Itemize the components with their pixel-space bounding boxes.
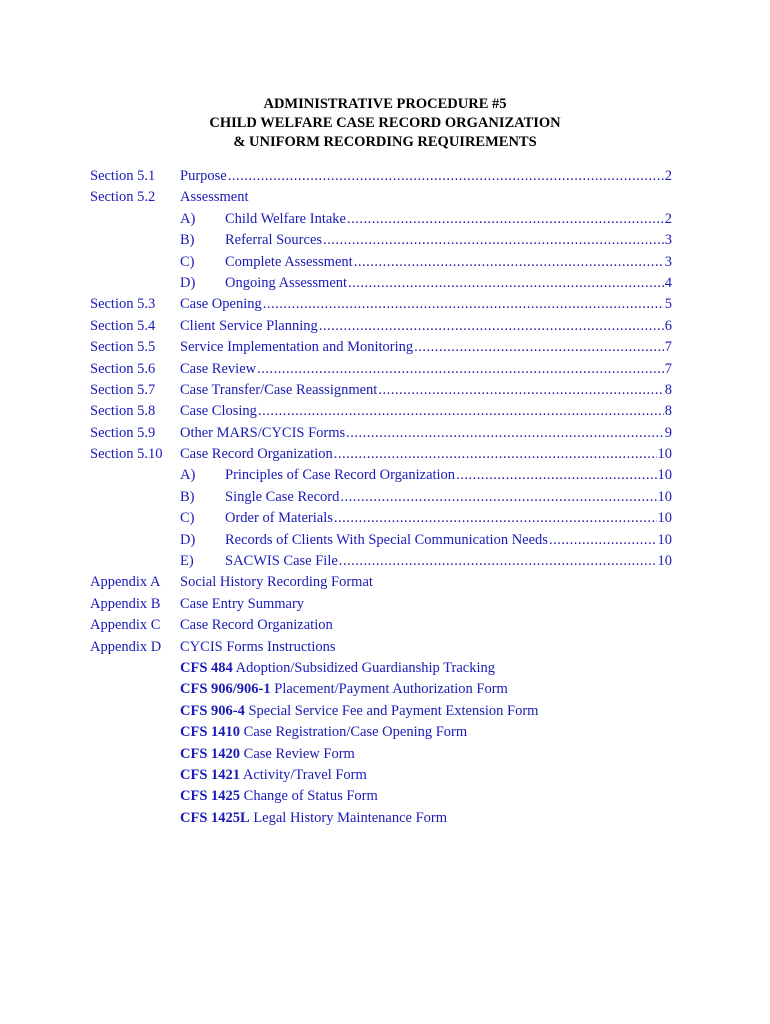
toc-entry-title: SACWIS Case File <box>225 553 338 570</box>
toc-entry-title: Case Review <box>180 360 257 377</box>
toc-row <box>90 637 680 658</box>
toc-entry-link[interactable] <box>180 252 672 273</box>
toc-entry-title: Assessment <box>180 189 249 206</box>
toc-page-number: 4 <box>664 274 672 291</box>
toc-entry-link[interactable] <box>180 487 672 508</box>
toc-row <box>90 294 680 315</box>
toc-subsection-letter: B) <box>180 488 195 505</box>
toc-entry-title: Principles of Case Record Organization <box>225 467 456 484</box>
toc-entry-title: Case Transfer/Case Reassignment <box>180 381 378 398</box>
toc-section-label: Section 5.8 <box>90 403 156 420</box>
toc-section-label: Appendix C <box>90 617 161 634</box>
toc-leader-dots <box>456 465 656 486</box>
toc-row <box>90 273 680 294</box>
toc-leader-dots <box>378 380 663 401</box>
toc-subsection-letter: D) <box>180 274 196 291</box>
toc-subsection-letter: E) <box>180 553 194 570</box>
toc-row <box>90 444 680 465</box>
toc-entry-title: Case Closing <box>180 403 257 420</box>
toc-page-number: 10 <box>657 467 672 484</box>
form-description: Activity/Travel Form <box>242 766 367 783</box>
toc-page-number: 3 <box>664 253 672 270</box>
toc-row <box>90 530 680 551</box>
form-link[interactable] <box>180 808 447 829</box>
toc-entry-link[interactable] <box>180 465 672 486</box>
toc-leader-dots <box>414 337 664 358</box>
toc-row <box>90 337 680 358</box>
form-link[interactable] <box>180 786 378 807</box>
toc-row <box>90 252 680 273</box>
toc-page-number: 7 <box>664 339 672 356</box>
toc-entry-link[interactable] <box>180 508 672 529</box>
toc-section-label: Appendix B <box>90 595 161 612</box>
toc-entry-title: Other MARS/CYCIS Forms <box>180 424 346 441</box>
toc-section-label: Section 5.2 <box>90 189 156 206</box>
toc-row <box>90 465 680 486</box>
form-code: CFS 1410 <box>180 724 241 741</box>
toc-entry-title: Social History Recording Format <box>180 574 373 591</box>
toc-entry-title: Client Service Planning <box>180 317 318 334</box>
toc-entry-link[interactable] <box>180 316 672 337</box>
toc-entry-title: CYCIS Forms Instructions <box>180 638 336 655</box>
toc-entry-link[interactable] <box>180 637 672 658</box>
form-description: Special Service Fee and Payment Extension Form <box>248 702 539 719</box>
toc-entry-link[interactable] <box>180 530 672 551</box>
toc-subsection-letter: C) <box>180 253 195 270</box>
document-heading <box>0 95 770 152</box>
toc-section-label: Section 5.1 <box>90 168 156 184</box>
toc-entry-link[interactable] <box>180 166 672 187</box>
toc-section-label: Section 5.6 <box>90 360 156 377</box>
toc-subsection-letter: A) <box>180 210 196 227</box>
toc-subsection-letter: B) <box>180 232 195 249</box>
toc-subsection-letter: D) <box>180 531 196 548</box>
toc-section-label: Section 5.10 <box>90 446 163 463</box>
toc-leader-dots <box>334 444 657 465</box>
toc-row <box>90 230 680 251</box>
form-description: Case Registration/Case Opening Form <box>243 724 468 741</box>
toc-page-number: 2 <box>664 168 672 184</box>
toc-subsection-letter: A) <box>180 467 196 484</box>
form-link[interactable] <box>180 679 508 700</box>
toc-entry-link[interactable] <box>180 294 672 315</box>
form-list-row <box>90 679 680 700</box>
toc-entry-title: Complete Assessment <box>225 253 353 270</box>
toc-page-number: 7 <box>664 360 672 377</box>
toc-row <box>90 423 680 444</box>
toc-row <box>90 615 680 636</box>
toc-page-number: 10 <box>657 531 672 548</box>
toc-entry-link[interactable] <box>180 594 672 615</box>
toc-row <box>90 166 680 187</box>
toc-page-number: 2 <box>664 210 672 227</box>
toc-page-number: 5 <box>664 296 672 313</box>
toc-section-label: Section 5.9 <box>90 424 156 441</box>
toc-entry-title: Case Entry Summary <box>180 595 305 612</box>
toc-section-label: Section 5.4 <box>90 317 156 334</box>
toc-row <box>90 187 680 208</box>
toc-entry-title: Single Case Record <box>225 488 340 505</box>
toc-page-number: 9 <box>664 424 672 441</box>
toc-row <box>90 316 680 337</box>
toc-leader-dots <box>549 530 657 551</box>
table-of-contents <box>90 166 680 829</box>
toc-row <box>90 380 680 401</box>
toc-entry-link[interactable] <box>180 230 672 251</box>
form-code: CFS 906/906-1 <box>180 681 271 698</box>
toc-section-label: Appendix D <box>90 638 162 655</box>
toc-entry-title: Case Record Organization <box>180 617 333 634</box>
form-code: CFS 1425 <box>180 788 241 805</box>
toc-leader-dots <box>263 294 664 315</box>
form-code: CFS 1421 <box>180 766 241 783</box>
toc-entry-link[interactable] <box>180 380 672 401</box>
toc-entry-link[interactable] <box>180 209 672 230</box>
form-link[interactable] <box>180 722 467 743</box>
toc-entry-link[interactable] <box>180 187 672 208</box>
toc-entry-link[interactable] <box>180 572 672 593</box>
toc-leader-dots <box>347 209 664 230</box>
form-link[interactable] <box>180 744 355 765</box>
toc-entry-title: Ongoing Assessment <box>225 274 348 291</box>
toc-page-number: 8 <box>664 381 672 398</box>
toc-row <box>90 401 680 422</box>
heading-line-3: & UNIFORM RECORDING REQUIREMENTS <box>233 134 537 150</box>
form-list-row <box>90 808 680 829</box>
toc-row <box>90 359 680 380</box>
toc-entry-link[interactable] <box>180 359 672 380</box>
toc-entry-link[interactable] <box>180 615 672 636</box>
toc-entry-title: Case Record Organization <box>180 446 333 463</box>
toc-page-number: 10 <box>657 446 672 463</box>
toc-entry-title: Service Implementation and Monitoring <box>180 339 414 356</box>
form-description: Placement/Payment Authorization Form <box>274 681 508 698</box>
form-list-row <box>90 658 680 679</box>
form-list-row <box>90 722 680 743</box>
toc-leader-dots <box>334 508 657 529</box>
form-list-row <box>90 765 680 786</box>
toc-entry-title: Referral Sources <box>225 232 323 249</box>
form-code: CFS 1420 <box>180 745 241 762</box>
toc-entry-link[interactable] <box>180 444 672 465</box>
toc-section-label: Section 5.7 <box>90 381 156 398</box>
heading-line-1: ADMINISTRATIVE PROCEDURE #5 <box>263 96 507 112</box>
form-description: Change of Status Form <box>243 788 378 805</box>
toc-page-number: 6 <box>664 317 672 334</box>
toc-row <box>90 594 680 615</box>
toc-entry-title: Order of Materials <box>225 510 333 527</box>
toc-page-number: 10 <box>657 510 672 527</box>
toc-entry-link[interactable] <box>180 401 672 422</box>
toc-entry-link[interactable] <box>180 423 672 444</box>
toc-entry-link[interactable] <box>180 551 672 572</box>
toc-row <box>90 487 680 508</box>
toc-subsection-letter: C) <box>180 510 195 527</box>
toc-leader-dots <box>340 487 656 508</box>
toc-leader-dots <box>339 551 657 572</box>
toc-row <box>90 572 680 593</box>
toc-page-number: 3 <box>664 232 672 249</box>
form-code: CFS 484 <box>180 659 233 676</box>
toc-leader-dots <box>346 423 664 444</box>
form-description: Legal History Maintenance Form <box>253 809 448 826</box>
toc-page-number: 8 <box>664 403 672 420</box>
toc-page-number: 10 <box>657 488 672 505</box>
toc-entry-title: Child Welfare Intake <box>225 210 346 227</box>
form-description: Case Review Form <box>243 745 355 762</box>
toc-entry-title: Case Opening <box>180 296 262 313</box>
toc-row <box>90 209 680 230</box>
form-description: Adoption/Subsidized Guardianship Tracking <box>235 659 495 676</box>
toc-leader-dots <box>323 230 664 251</box>
heading-line-2: CHILD WELFARE CASE RECORD ORGANIZATION <box>209 115 561 131</box>
toc-leader-dots <box>257 359 664 380</box>
form-list-row <box>90 701 680 722</box>
toc-leader-dots <box>354 252 664 273</box>
toc-entry-title: Records of Clients With Special Communication Needs <box>225 531 548 548</box>
toc-leader-dots <box>319 316 664 337</box>
form-link[interactable] <box>180 658 495 679</box>
toc-leader-dots <box>228 166 664 187</box>
toc-page-number: 10 <box>657 553 672 570</box>
toc-section-label: Section 5.3 <box>90 296 156 313</box>
form-list-row <box>90 744 680 765</box>
toc-section-label: Appendix A <box>90 574 161 591</box>
toc-section-label: Section 5.5 <box>90 339 156 356</box>
form-code: CFS 1425L <box>180 809 250 826</box>
toc-leader-dots <box>258 401 664 422</box>
toc-entry-title: Purpose <box>180 168 227 184</box>
toc-row <box>90 551 680 572</box>
toc-leader-dots <box>348 273 664 294</box>
form-link[interactable] <box>180 701 538 722</box>
toc-entry-link[interactable] <box>180 273 672 294</box>
toc-entry-link[interactable] <box>180 337 672 358</box>
form-link[interactable] <box>180 765 367 786</box>
form-code: CFS 906-4 <box>180 702 245 719</box>
form-list-row <box>90 786 680 807</box>
toc-row <box>90 508 680 529</box>
